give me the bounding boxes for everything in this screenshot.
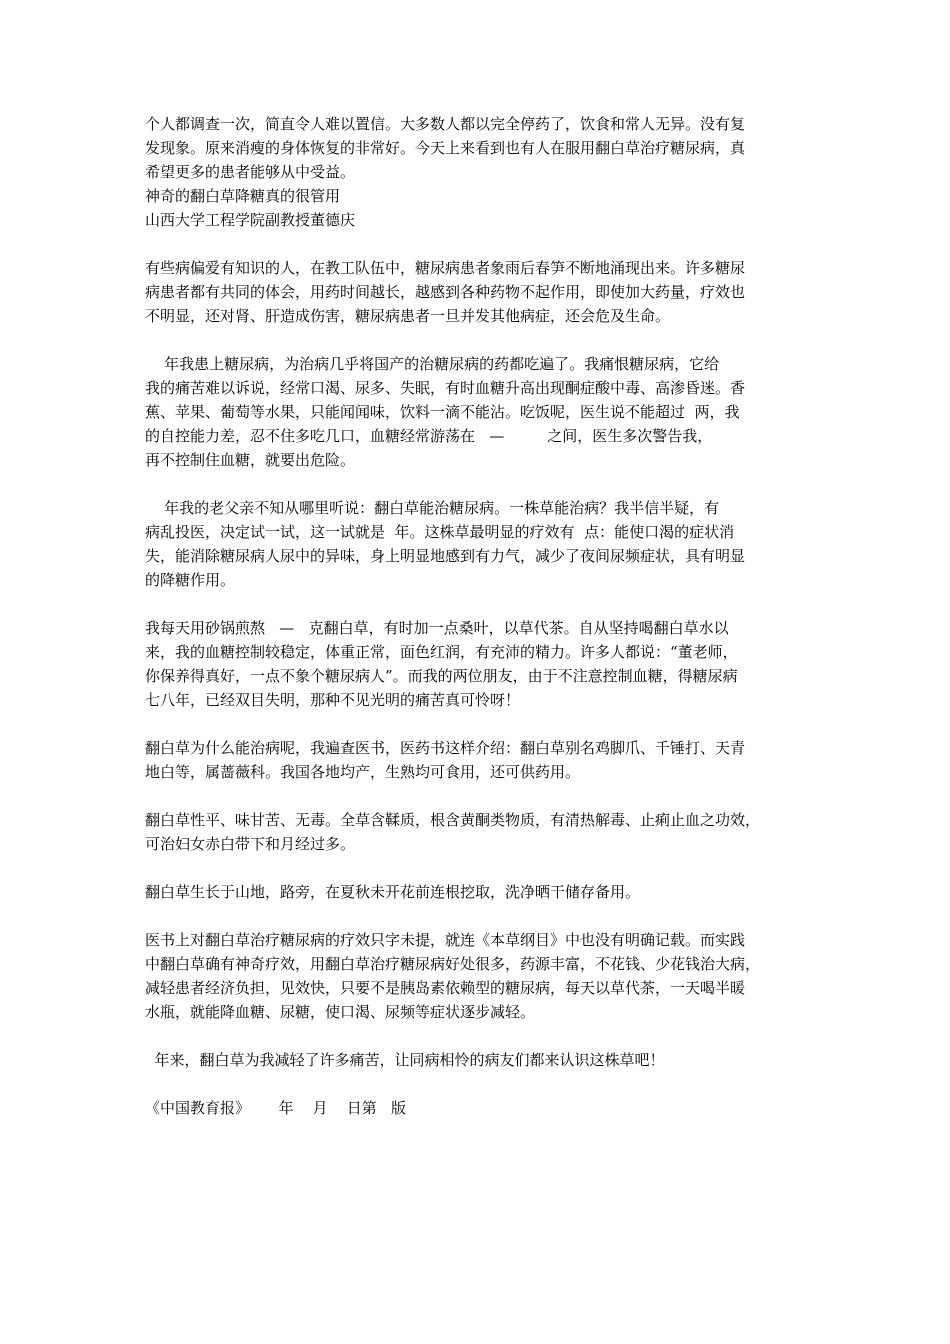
paragraph-1 — [145, 256, 813, 328]
paragraph-gap — [145, 904, 813, 928]
text-line: 翻白草为什么能治病呢，我遍查医书，医药书这样介绍：翻白草别名鸡脚爪、千锤打、天青 — [145, 739, 746, 757]
text-line: 的降糖作用。 — [145, 571, 236, 589]
paragraph-gap — [145, 784, 813, 808]
text-line: 发现象。原来消瘦的身体恢复的非常好。今天上来看到也有人在服用翻白草治疗糖尿病，真 — [145, 139, 746, 157]
text-line: 病患者都有共同的体会，用药时间越长，越感到各种药物不起作用，即使加大药量，疗效也 — [145, 283, 746, 301]
text-line: 有些病偏爱有知识的人，在教工队伍中，糖尿病患者象雨后春笋不断地涌现出来。许多糖尿 — [145, 259, 746, 277]
paragraph-gap — [145, 1072, 813, 1096]
text-line: 中翻白草确有神奇疗效，用翻白草治疗糖尿病好处很多，药源丰富，不花钱、少花钱治大病， — [145, 955, 761, 973]
source-citation: 《中国教育报》 年 月 日第 版 — [145, 1099, 407, 1117]
text-line: 年我患上糖尿病，为治病几乎将国产的治糖尿病的药都吃遍了。我痛恨糖尿病，它给 — [145, 355, 720, 373]
text-line: 七八年，已经双目失明，那种不见光明的痛苦真可怜呀！ — [145, 691, 521, 709]
paragraph-gap — [145, 856, 813, 880]
document-page — [145, 112, 813, 1120]
paragraph-6 — [145, 808, 813, 856]
paragraph-gap — [145, 712, 813, 736]
paragraph-gap — [145, 472, 813, 496]
paragraph-7 — [145, 880, 813, 904]
intro-paragraph — [145, 112, 813, 184]
paragraph-5 — [145, 736, 813, 784]
text-line: 不明显，还对肾、肝造成伤害，糖尿病患者一旦并发其他病症，还会危及生命。 — [145, 307, 671, 325]
text-line: 翻白草性平、味甘苦、无毒。全草含鞣质，根含黄酮类物质，有清热解毒、止痢止血之功效， — [145, 811, 761, 829]
paragraph-gap — [145, 1024, 813, 1048]
paragraph-2 — [145, 352, 813, 472]
text-line: 地白等，属蔷薇科。我国各地均产，生熟均可食用，还可供药用。 — [145, 763, 581, 781]
text-line: 蕉、苹果、葡萄等水果，只能闻闻味，饮料一滴不能沾。吃饭呢，医生说不能超过 两，我 — [145, 403, 740, 421]
text-line: 我每天用砂锅煎熬 — 克翻白草，有时加一点桑叶，以草代茶。自从坚持喝翻白草水以 — [145, 619, 729, 637]
text-line: 年我的老父亲不知从哪里听说：翻白草能治糖尿病。一株草能治病？我半信半疑，有 — [145, 499, 720, 517]
text-line: 年来，翻白草为我减轻了许多痛苦，让同病相怜的病友们都来认识这株草吧！ — [145, 1051, 665, 1069]
text-line: 来，我的血糖控制较稳定，体重正常，面色红润，有充沛的精力。许多人都说：“董老师， — [145, 643, 738, 661]
paragraph-gap — [145, 328, 813, 352]
text-line: 失，能消除糖尿病人尿中的异味，身上明显地感到有力气，减少了夜间尿频症状，具有明显 — [145, 547, 746, 565]
text-line: 的自控能力差，忍不住多吃几口，血糖经常游荡在 — 之间，医生多次警告我， — [145, 427, 713, 445]
paragraph-gap — [145, 592, 813, 616]
paragraph-3 — [145, 496, 813, 592]
text-line: 翻白草生长于山地，路旁，在夏秋未开花前连根挖取，洗净晒干储存备用。 — [145, 883, 641, 901]
paragraph-8 — [145, 928, 813, 1024]
article-title: 神奇的翻白草降糖真的很管用 — [145, 187, 341, 205]
text-line: 病乱投医，决定试一试，这一试就是 年。这株草最明显的疗效有 点：能使口渴的症状消 — [145, 523, 735, 541]
paragraph-4 — [145, 616, 813, 712]
text-line: 希望更多的患者能够从中受益。 — [145, 163, 356, 181]
paragraph-9 — [145, 1048, 813, 1072]
text-line: 个人都调查一次，简直令人难以置信。大多数人都以完全停药了，饮食和常人无异。没有复 — [145, 115, 746, 133]
text-line: 再不控制住血糖，就要出危险。 — [145, 451, 356, 469]
text-line: 你保养得真好，一点不象个糖尿病人”。而我的两位朋友，由于不注意控制血糖，得糖尿病 — [145, 667, 738, 685]
text-line: 减轻患者经济负担，见效快，只要不是胰岛素依赖型的糖尿病，每天以草代茶，一天喝半暖 — [145, 979, 746, 997]
paragraph-gap — [145, 232, 813, 256]
text-line: 医书上对翻白草治疗糖尿病的疗效只字未提，就连《本草纲目》中也没有明确记载。而实践 — [145, 931, 746, 949]
text-line: 我的痛苦难以诉说，经常口渴、尿多、失眠，有时血糖升高出现酮症酸中毒、高渗昏迷。香 — [145, 379, 746, 397]
author-line: 山西大学工程学院副教授董德庆 — [145, 211, 356, 229]
text-line: 可治妇女赤白带下和月经过多。 — [145, 835, 356, 853]
text-line: 水瓶，就能降血糖、尿糖，使口渴、尿频等症状逐步减轻。 — [145, 1003, 536, 1021]
